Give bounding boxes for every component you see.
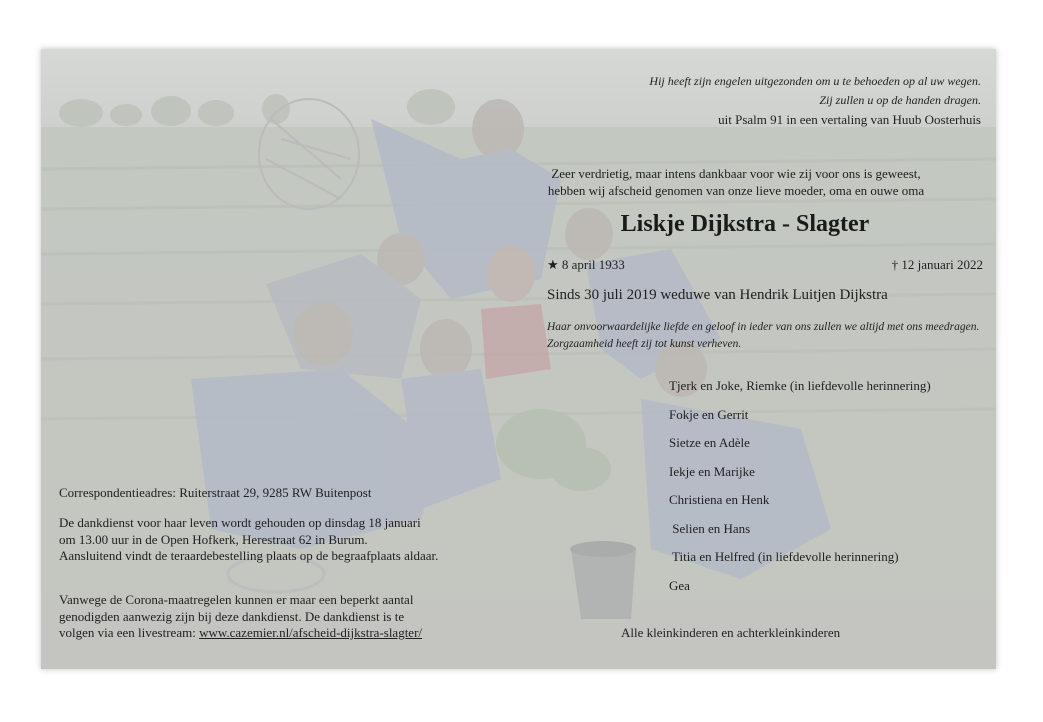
family-member: Tjerk en Joke, Riemke (in liefdevolle herinnering): [669, 378, 931, 393]
intro-line-1: Zeer verdrietig, maar intens dankbaar voor wie zij voor ons is geweest,: [551, 166, 921, 181]
service-details: [59, 515, 499, 565]
family-member: Sietze en Adèle: [669, 435, 750, 450]
service-line-1: De dankdienst voor haar leven wordt gehouden op dinsdag 18 januari: [59, 515, 421, 530]
verse-line-1: Hij heeft zijn engelen uitgezonden om u te behoeden op al uw wegen.: [649, 74, 981, 88]
birth-date-value: 8 april 1933: [561, 257, 625, 272]
corona-notice: [59, 592, 499, 642]
corona-line-2: genodigden aanwezig zijn bij deze dankdienst. De dankdienst is te: [59, 608, 405, 624]
family-member: Fokje en Gerrit: [669, 406, 749, 422]
psalm-verse: [381, 72, 981, 129]
livestream-link[interactable]: www.cazemier.nl/afscheid-dijkstra-slagter/: [199, 625, 423, 640]
correspondence-address: Correspondentieadres: Ruiterstraat 29, 9285 RW Buitenpost: [59, 485, 372, 500]
family-member: Iekje en Marijke: [669, 463, 755, 479]
family-member: Titia en Helfred (in liefdevolle herinnering): [669, 549, 899, 564]
corona-line-1: Vanwege de Corona-maatregelen kunnen er maar een beperkt aantal: [59, 592, 414, 607]
corona-line-3: [59, 625, 499, 642]
announcement-intro: [521, 165, 951, 199]
family-member: Christiena en Henk: [669, 492, 770, 507]
tribute-line-1: Haar onvoorwaardelijke liefde en geloof in ieder van ons zullen we altijd met ons meedragen.: [547, 321, 980, 333]
family-member: Gea: [669, 577, 690, 593]
bucket: [570, 541, 636, 619]
condolence-card: [41, 49, 996, 669]
birth-date: [547, 257, 625, 273]
tribute-line-2: Zorgzaamheid heeft zij tot kunst verheven.: [547, 338, 742, 350]
star-icon: ★: [547, 257, 559, 272]
intro-line-2: hebben wij afscheid genomen van onze lieve moeder, oma en ouwe oma: [547, 183, 925, 198]
verse-source: uit Psalm 91 in een vertaling van Huub Oosterhuis: [718, 112, 981, 127]
death-date-value: 12 januari 2022: [901, 257, 983, 272]
service-line-2: om 13.00 uur in de Open Hofkerk, Herestraat 62 in Burum.: [59, 531, 368, 547]
deceased-name: Liskje Dijkstra - Slagter: [620, 211, 870, 237]
livestream-prefix: volgen via een livestream:: [59, 625, 200, 640]
widow-line: Sinds 30 juli 2019 weduwe van Hendrik Luitjen Dijkstra: [547, 287, 888, 303]
grandchildren-line: Alle kleinkinderen en achterkleinkinderen: [621, 625, 841, 640]
cross-icon: †: [891, 257, 899, 272]
tribute-text: [547, 319, 996, 353]
life-dates: [547, 257, 983, 273]
family-member: Selien en Hans: [669, 520, 751, 536]
death-date: [892, 257, 983, 273]
service-line-3: Aansluitend vindt de teraardebestelling plaats op de begraafplaats aldaar.: [59, 548, 439, 563]
family-list: [669, 377, 989, 605]
verse-line-2: Zij zullen u op de handen dragen.: [819, 93, 981, 107]
